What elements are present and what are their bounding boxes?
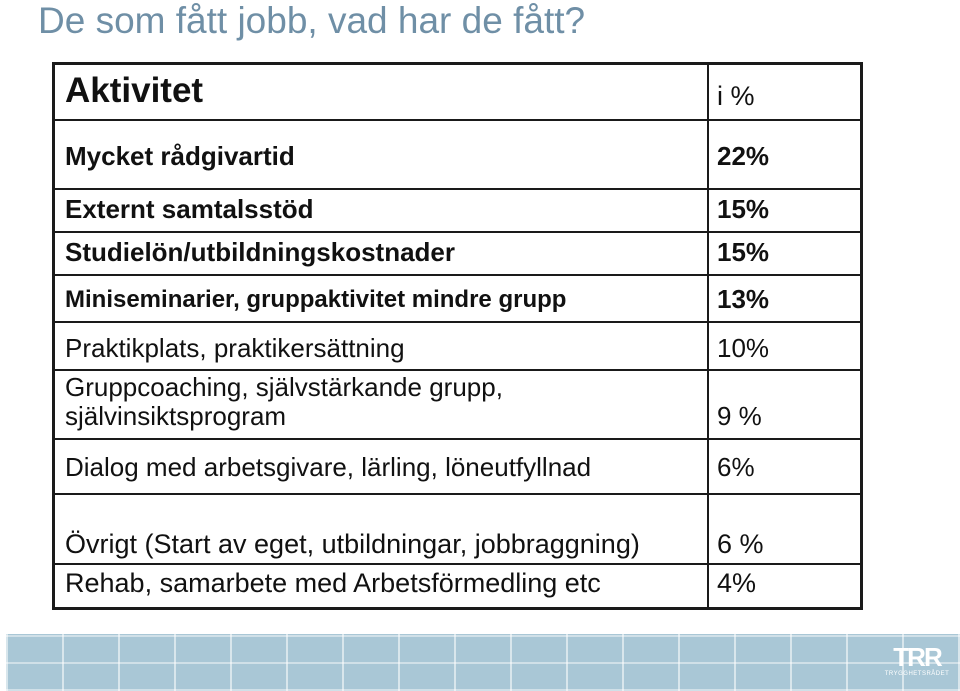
trr-logo bbox=[884, 644, 950, 684]
footer-banner bbox=[6, 634, 960, 691]
row-percent: 10% bbox=[717, 333, 770, 363]
row-activity: Externt samtalsstöd bbox=[65, 194, 314, 224]
table-row bbox=[55, 371, 860, 440]
header-activity: Aktivitet bbox=[65, 71, 204, 110]
row-activity: Praktikplats, praktikersättning bbox=[65, 333, 405, 363]
table-row bbox=[55, 565, 860, 607]
header-percent: i % bbox=[717, 81, 755, 111]
row-activity: Rehab, samarbete med Arbetsförmedling etc bbox=[65, 568, 601, 598]
row-activity: Övrigt (Start av eget, utbildningar, jobbraggning) bbox=[65, 529, 640, 559]
logo-text: TRYGGHETSRÅDET bbox=[884, 671, 950, 677]
row-percent: 6% bbox=[717, 452, 755, 482]
table-row bbox=[55, 495, 860, 565]
row-percent: 6 % bbox=[717, 529, 764, 559]
logo-mark: TRR bbox=[893, 642, 941, 672]
row-percent: 9 % bbox=[717, 401, 762, 431]
row-percent: 4% bbox=[717, 568, 757, 598]
row-activity: Miniseminarier, gruppaktivitet mindre grupp bbox=[65, 286, 567, 313]
row-percent: 22% bbox=[717, 141, 770, 171]
table-row bbox=[55, 190, 860, 233]
table-row bbox=[55, 233, 860, 276]
table-row bbox=[55, 121, 860, 190]
row-activity: Studielön/utbildningskostnader bbox=[65, 237, 455, 267]
row-percent: 13% bbox=[717, 284, 770, 314]
table-row bbox=[55, 323, 860, 371]
table-row bbox=[55, 440, 860, 495]
activity-table bbox=[52, 62, 863, 610]
row-percent: 15% bbox=[717, 237, 770, 267]
row-activity-line1: Gruppcoaching, självstärkande grupp, bbox=[65, 372, 503, 402]
row-activity-line2: självinsiktsprogram bbox=[65, 401, 287, 431]
row-activity: Mycket rådgivartid bbox=[65, 141, 295, 171]
row-activity: Dialog med arbetsgivare, lärling, löneutfyllnad bbox=[65, 452, 592, 482]
table-header-row bbox=[55, 65, 860, 121]
row-percent: 15% bbox=[717, 194, 770, 224]
page-title: De som fått jobb, vad har de fått? bbox=[38, 0, 586, 41]
table-row bbox=[55, 276, 860, 323]
